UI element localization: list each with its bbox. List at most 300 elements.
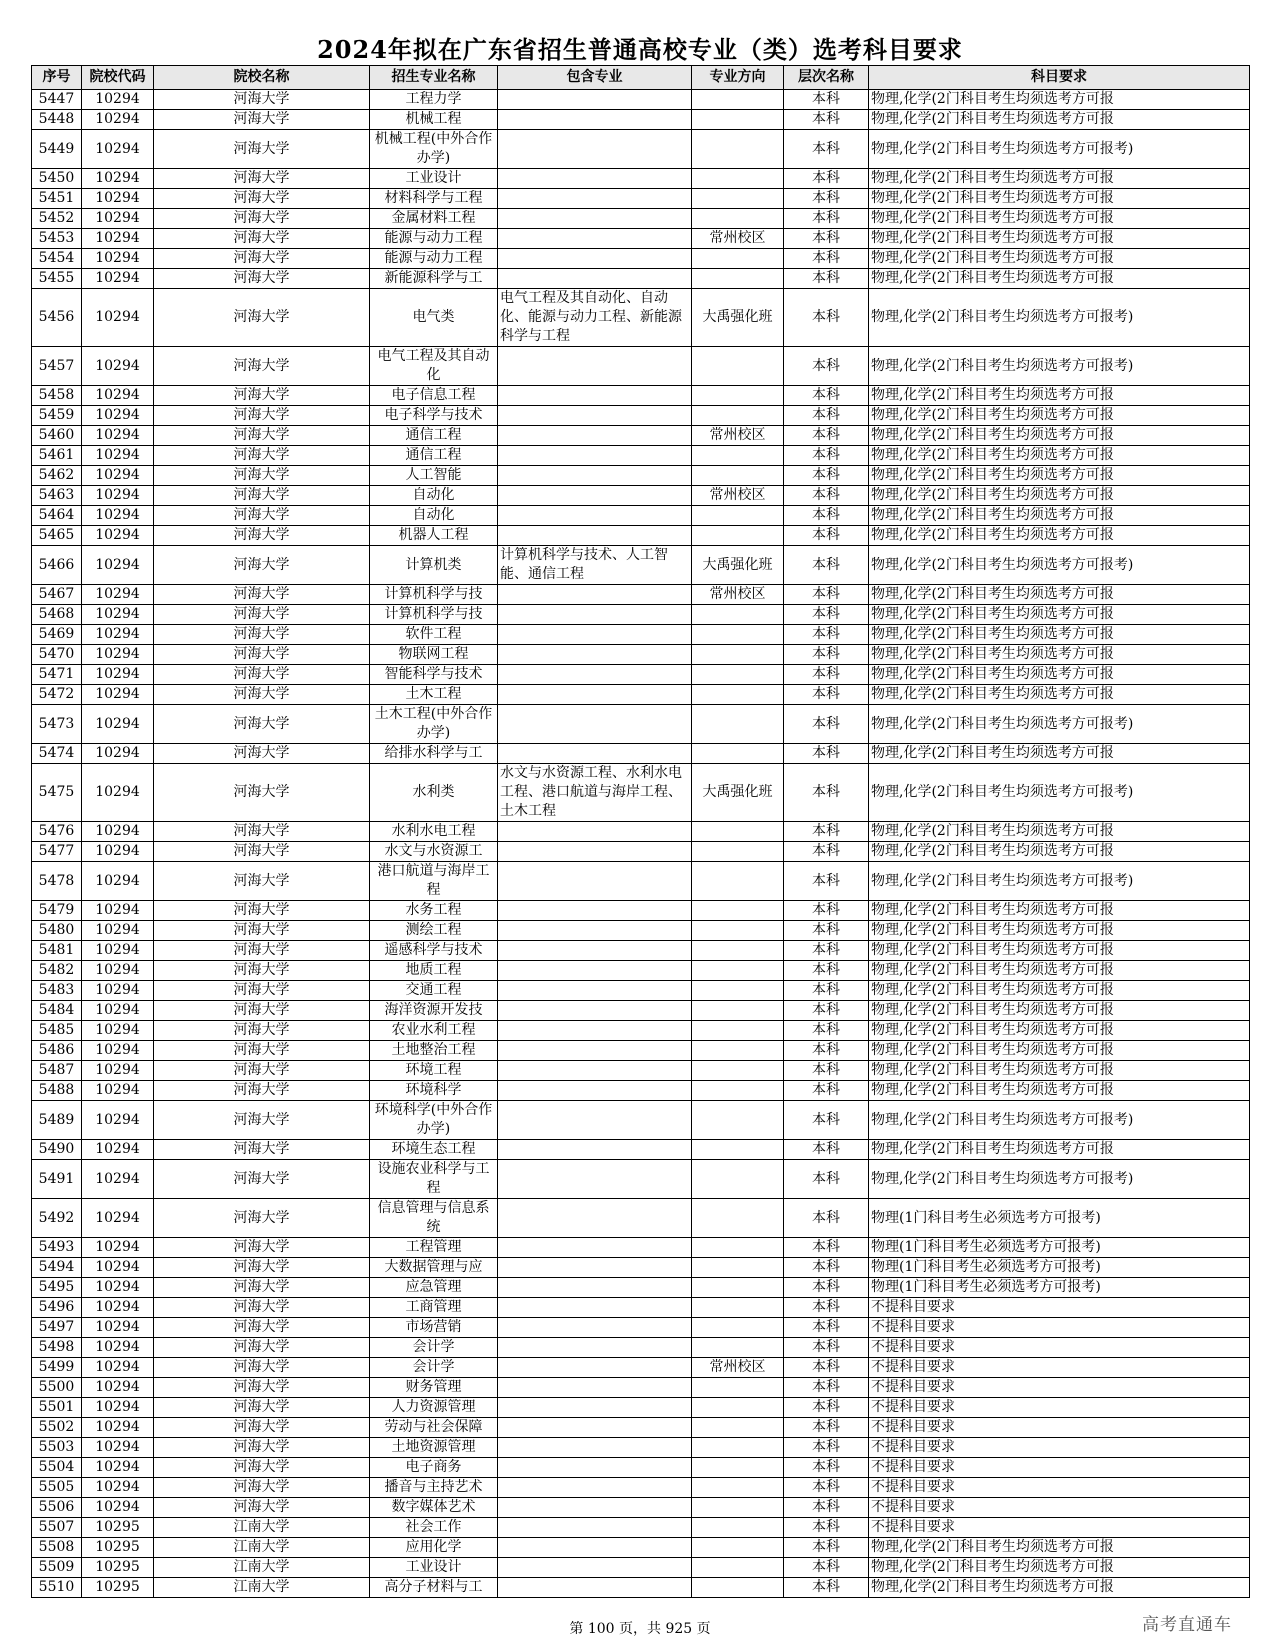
- table-row: [32, 446, 1250, 466]
- row-school-code: 10294: [82, 941, 154, 961]
- row-direction: [692, 209, 784, 229]
- row-level: 本科: [784, 862, 869, 901]
- row-level: 本科: [784, 1140, 869, 1160]
- row-index: 5487: [32, 1061, 82, 1081]
- row-direction: [692, 705, 784, 744]
- row-subject-requirement: 物理,化学(2门科目考生均须选考方可报: [869, 605, 1250, 625]
- table-row: [32, 665, 1250, 685]
- row-major-name: 机器人工程: [370, 526, 498, 546]
- row-direction: [692, 446, 784, 466]
- row-school-name: 江南大学: [154, 1538, 370, 1558]
- row-school-name: 河海大学: [154, 1140, 370, 1160]
- row-included-majors: [498, 1398, 692, 1418]
- row-index: 5481: [32, 941, 82, 961]
- row-level: 本科: [784, 685, 869, 705]
- row-index: 5458: [32, 386, 82, 406]
- row-subject-requirement: 物理,化学(2门科目考生均须选考方可报考): [869, 862, 1250, 901]
- row-direction: [692, 961, 784, 981]
- row-included-majors: [498, 130, 692, 169]
- row-major-name: 劳动与社会保障: [370, 1418, 498, 1438]
- row-major-name: 自动化: [370, 486, 498, 506]
- row-direction: 大禹强化班: [692, 546, 784, 585]
- row-school-name: 河海大学: [154, 1298, 370, 1318]
- row-school-code: 10294: [82, 921, 154, 941]
- row-school-name: 河海大学: [154, 1101, 370, 1140]
- row-school-name: 河海大学: [154, 1498, 370, 1518]
- row-level: 本科: [784, 1438, 869, 1458]
- row-index: 5484: [32, 1001, 82, 1021]
- row-major-name: 土木工程: [370, 685, 498, 705]
- row-level: 本科: [784, 1081, 869, 1101]
- row-school-code: 10294: [82, 1318, 154, 1338]
- row-level: 本科: [784, 466, 869, 486]
- row-level: 本科: [784, 842, 869, 862]
- row-level: 本科: [784, 1318, 869, 1338]
- table-row: [32, 1518, 1250, 1538]
- row-school-name: 河海大学: [154, 605, 370, 625]
- row-subject-requirement: 物理,化学(2门科目考生均须选考方可报: [869, 229, 1250, 249]
- row-included-majors: [498, 169, 692, 189]
- row-subject-requirement: 物理,化学(2门科目考生均须选考方可报考): [869, 347, 1250, 386]
- table-row: [32, 1101, 1250, 1140]
- row-subject-requirement: 物理,化学(2门科目考生均须选考方可报考): [869, 705, 1250, 744]
- row-included-majors: [498, 110, 692, 130]
- row-index: 5503: [32, 1438, 82, 1458]
- row-index: 5509: [32, 1558, 82, 1578]
- row-school-code: 10295: [82, 1518, 154, 1538]
- row-level: 本科: [784, 744, 869, 764]
- row-subject-requirement: 不提科目要求: [869, 1438, 1250, 1458]
- row-level: 本科: [784, 526, 869, 546]
- table-row: [32, 1478, 1250, 1498]
- row-major-name: 水务工程: [370, 901, 498, 921]
- row-included-majors: 水文与水资源工程、水利水电工程、港口航道与海岸工程、土木工程: [498, 764, 692, 822]
- row-school-name: 河海大学: [154, 1398, 370, 1418]
- row-school-name: 河海大学: [154, 645, 370, 665]
- row-major-name: 新能源科学与工: [370, 269, 498, 289]
- table-row: [32, 941, 1250, 961]
- row-major-name: 电气类: [370, 289, 498, 347]
- table-row: [32, 1258, 1250, 1278]
- row-direction: [692, 189, 784, 209]
- row-included-majors: [498, 585, 692, 605]
- row-school-name: 河海大学: [154, 1258, 370, 1278]
- row-index: 5461: [32, 446, 82, 466]
- row-school-name: 河海大学: [154, 862, 370, 901]
- row-subject-requirement: 不提科目要求: [869, 1298, 1250, 1318]
- row-school-code: 10294: [82, 90, 154, 110]
- row-subject-requirement: 不提科目要求: [869, 1498, 1250, 1518]
- table-row: [32, 1418, 1250, 1438]
- row-level: 本科: [784, 1160, 869, 1199]
- table-row: [32, 506, 1250, 526]
- row-school-code: 10294: [82, 705, 154, 744]
- row-subject-requirement: 物理,化学(2门科目考生均须选考方可报: [869, 1538, 1250, 1558]
- row-school-name: 河海大学: [154, 249, 370, 269]
- table-row: [32, 386, 1250, 406]
- row-school-code: 10294: [82, 386, 154, 406]
- row-major-name: 软件工程: [370, 625, 498, 645]
- row-index: 5496: [32, 1298, 82, 1318]
- row-direction: [692, 269, 784, 289]
- row-index: 5477: [32, 842, 82, 862]
- row-subject-requirement: 物理,化学(2门科目考生均须选考方可报: [869, 1558, 1250, 1578]
- row-index: 5492: [32, 1199, 82, 1238]
- row-school-name: 河海大学: [154, 665, 370, 685]
- row-school-name: 河海大学: [154, 1061, 370, 1081]
- row-index: 5464: [32, 506, 82, 526]
- row-included-majors: [498, 941, 692, 961]
- row-level: 本科: [784, 1478, 869, 1498]
- row-school-name: 河海大学: [154, 1199, 370, 1238]
- row-included-majors: [498, 1358, 692, 1378]
- row-level: 本科: [784, 981, 869, 1001]
- row-subject-requirement: 物理,化学(2门科目考生均须选考方可报: [869, 941, 1250, 961]
- row-direction: 常州校区: [692, 486, 784, 506]
- row-major-name: 土地资源管理: [370, 1438, 498, 1458]
- row-level: 本科: [784, 1458, 869, 1478]
- row-school-name: 河海大学: [154, 585, 370, 605]
- row-subject-requirement: 物理(1门科目考生必须选考方可报考): [869, 1238, 1250, 1258]
- row-index: 5457: [32, 347, 82, 386]
- row-index: 5456: [32, 289, 82, 347]
- row-school-name: 河海大学: [154, 705, 370, 744]
- row-subject-requirement: 物理,化学(2门科目考生均须选考方可报: [869, 110, 1250, 130]
- row-school-name: 河海大学: [154, 347, 370, 386]
- table-row: [32, 625, 1250, 645]
- table-row: [32, 229, 1250, 249]
- row-school-code: 10294: [82, 1258, 154, 1278]
- row-index: 5460: [32, 426, 82, 446]
- row-direction: [692, 901, 784, 921]
- row-level: 本科: [784, 1298, 869, 1318]
- row-subject-requirement: 物理,化学(2门科目考生均须选考方可报: [869, 90, 1250, 110]
- row-index: 5472: [32, 685, 82, 705]
- row-subject-requirement: 物理,化学(2门科目考生均须选考方可报: [869, 1001, 1250, 1021]
- table-row: [32, 705, 1250, 744]
- row-major-name: 应急管理: [370, 1278, 498, 1298]
- row-index: 5476: [32, 822, 82, 842]
- row-school-code: 10294: [82, 744, 154, 764]
- row-subject-requirement: 物理,化学(2门科目考生均须选考方可报: [869, 506, 1250, 526]
- row-subject-requirement: 物理,化学(2门科目考生均须选考方可报: [869, 981, 1250, 1001]
- row-school-code: 10294: [82, 269, 154, 289]
- row-major-name: 农业水利工程: [370, 1021, 498, 1041]
- row-school-name: 河海大学: [154, 546, 370, 585]
- row-level: 本科: [784, 1498, 869, 1518]
- row-direction: [692, 130, 784, 169]
- row-index: 5473: [32, 705, 82, 744]
- row-major-name: 高分子材料与工: [370, 1578, 498, 1598]
- row-level: 本科: [784, 1398, 869, 1418]
- row-included-majors: [498, 466, 692, 486]
- row-level: 本科: [784, 347, 869, 386]
- row-major-name: 海洋资源开发技: [370, 1001, 498, 1021]
- row-index: 5498: [32, 1338, 82, 1358]
- row-major-name: 环境工程: [370, 1061, 498, 1081]
- table-row: [32, 347, 1250, 386]
- table-row: [32, 1160, 1250, 1199]
- row-direction: [692, 645, 784, 665]
- row-index: 5491: [32, 1160, 82, 1199]
- row-subject-requirement: 物理,化学(2门科目考生均须选考方可报: [869, 921, 1250, 941]
- row-level: 本科: [784, 169, 869, 189]
- row-level: 本科: [784, 1558, 869, 1578]
- row-index: 5480: [32, 921, 82, 941]
- row-major-name: 人工智能: [370, 466, 498, 486]
- row-index: 5452: [32, 209, 82, 229]
- row-direction: [692, 981, 784, 1001]
- row-school-name: 河海大学: [154, 901, 370, 921]
- row-included-majors: [498, 705, 692, 744]
- table-row: [32, 1378, 1250, 1398]
- row-major-name: 土地整治工程: [370, 1041, 498, 1061]
- row-school-code: 10294: [82, 1398, 154, 1418]
- row-included-majors: [498, 744, 692, 764]
- row-major-name: 通信工程: [370, 426, 498, 446]
- row-included-majors: [498, 1140, 692, 1160]
- row-index: 5497: [32, 1318, 82, 1338]
- row-direction: 常州校区: [692, 1358, 784, 1378]
- row-school-code: 10294: [82, 347, 154, 386]
- table-row: [32, 1338, 1250, 1358]
- row-included-majors: [498, 645, 692, 665]
- row-school-name: 河海大学: [154, 526, 370, 546]
- row-included-majors: [498, 685, 692, 705]
- row-included-majors: [498, 1001, 692, 1021]
- row-subject-requirement: 物理,化学(2门科目考生均须选考方可报: [869, 665, 1250, 685]
- row-level: 本科: [784, 90, 869, 110]
- table-row: [32, 685, 1250, 705]
- row-school-code: 10294: [82, 526, 154, 546]
- row-subject-requirement: 物理,化学(2门科目考生均须选考方可报: [869, 822, 1250, 842]
- row-direction: [692, 625, 784, 645]
- row-included-majors: [498, 1478, 692, 1498]
- row-school-name: 河海大学: [154, 1021, 370, 1041]
- row-major-name: 自动化: [370, 506, 498, 526]
- row-included-majors: [498, 1298, 692, 1318]
- header-row: [32, 66, 1250, 90]
- row-index: 5451: [32, 189, 82, 209]
- row-level: 本科: [784, 1238, 869, 1258]
- row-school-code: 10294: [82, 1298, 154, 1318]
- row-school-name: 河海大学: [154, 1438, 370, 1458]
- row-school-name: 河海大学: [154, 1238, 370, 1258]
- row-index: 5453: [32, 229, 82, 249]
- row-major-name: 计算机类: [370, 546, 498, 585]
- row-major-name: 环境科学: [370, 1081, 498, 1101]
- row-subject-requirement: 物理,化学(2门科目考生均须选考方可报: [869, 386, 1250, 406]
- row-index: 5448: [32, 110, 82, 130]
- row-direction: [692, 1140, 784, 1160]
- row-level: 本科: [784, 1101, 869, 1140]
- row-school-name: 河海大学: [154, 1041, 370, 1061]
- row-subject-requirement: 物理,化学(2门科目考生均须选考方可报考): [869, 1160, 1250, 1199]
- row-school-name: 江南大学: [154, 1558, 370, 1578]
- row-index: 5483: [32, 981, 82, 1001]
- row-school-code: 10294: [82, 189, 154, 209]
- row-included-majors: [498, 1558, 692, 1578]
- row-direction: [692, 1458, 784, 1478]
- row-major-name: 工程力学: [370, 90, 498, 110]
- row-school-code: 10294: [82, 406, 154, 426]
- row-index: 5506: [32, 1498, 82, 1518]
- row-subject-requirement: 物理,化学(2门科目考生均须选考方可报考): [869, 130, 1250, 169]
- row-subject-requirement: 物理,化学(2门科目考生均须选考方可报: [869, 1140, 1250, 1160]
- table-row: [32, 130, 1250, 169]
- row-included-majors: [498, 901, 692, 921]
- row-school-code: 10294: [82, 1081, 154, 1101]
- row-school-name: 河海大学: [154, 1358, 370, 1378]
- row-subject-requirement: 物理,化学(2门科目考生均须选考方可报: [869, 466, 1250, 486]
- row-direction: [692, 406, 784, 426]
- row-school-name: 河海大学: [154, 466, 370, 486]
- row-level: 本科: [784, 426, 869, 446]
- row-level: 本科: [784, 1538, 869, 1558]
- table-row: [32, 486, 1250, 506]
- header-major-name: 招生专业名称: [370, 66, 498, 90]
- row-school-code: 10294: [82, 1498, 154, 1518]
- row-subject-requirement: 不提科目要求: [869, 1338, 1250, 1358]
- row-subject-requirement: 物理,化学(2门科目考生均须选考方可报: [869, 585, 1250, 605]
- row-subject-requirement: 物理,化学(2门科目考生均须选考方可报: [869, 1061, 1250, 1081]
- row-index: 5494: [32, 1258, 82, 1278]
- table-row: [32, 1578, 1250, 1598]
- row-index: 5488: [32, 1081, 82, 1101]
- row-school-name: 河海大学: [154, 1278, 370, 1298]
- row-school-code: 10294: [82, 466, 154, 486]
- row-included-majors: [498, 526, 692, 546]
- header-subject-requirement: 科目要求: [869, 66, 1250, 90]
- row-school-name: 河海大学: [154, 130, 370, 169]
- row-direction: [692, 110, 784, 130]
- row-school-code: 10295: [82, 1578, 154, 1598]
- row-index: 5501: [32, 1398, 82, 1418]
- row-school-name: 河海大学: [154, 486, 370, 506]
- row-index: 5470: [32, 645, 82, 665]
- row-direction: [692, 1041, 784, 1061]
- row-major-name: 计算机科学与技: [370, 605, 498, 625]
- row-direction: [692, 842, 784, 862]
- row-level: 本科: [784, 1518, 869, 1538]
- row-direction: [692, 1298, 784, 1318]
- row-school-name: 河海大学: [154, 289, 370, 347]
- row-subject-requirement: 物理(1门科目考生必须选考方可报考): [869, 1278, 1250, 1298]
- row-school-code: 10294: [82, 1418, 154, 1438]
- row-school-name: 河海大学: [154, 229, 370, 249]
- row-school-code: 10294: [82, 1458, 154, 1478]
- row-direction: [692, 1278, 784, 1298]
- row-included-majors: [498, 209, 692, 229]
- row-subject-requirement: 物理,化学(2门科目考生均须选考方可报考): [869, 546, 1250, 585]
- row-school-code: 10294: [82, 1140, 154, 1160]
- row-direction: [692, 1478, 784, 1498]
- row-school-name: 河海大学: [154, 764, 370, 822]
- table-row: [32, 822, 1250, 842]
- row-level: 本科: [784, 110, 869, 130]
- row-school-code: 10294: [82, 546, 154, 585]
- row-school-name: 河海大学: [154, 1001, 370, 1021]
- page-title: 2024年拟在广东省招生普通高校专业（类）选考科目要求: [317, 35, 963, 64]
- row-school-name: 河海大学: [154, 1160, 370, 1199]
- table-row: [32, 1558, 1250, 1578]
- header-school-name: 院校名称: [154, 66, 370, 90]
- row-subject-requirement: 物理,化学(2门科目考生均须选考方可报: [869, 446, 1250, 466]
- row-included-majors: [498, 1238, 692, 1258]
- page-footer: 第 100 页，共 925 页: [569, 1621, 711, 1637]
- row-school-name: 河海大学: [154, 625, 370, 645]
- table-row: [32, 466, 1250, 486]
- row-major-name: 工程管理: [370, 1238, 498, 1258]
- row-index: 5462: [32, 466, 82, 486]
- table-row: [32, 1041, 1250, 1061]
- row-major-name: 财务管理: [370, 1378, 498, 1398]
- row-level: 本科: [784, 130, 869, 169]
- row-level: 本科: [784, 1199, 869, 1238]
- table-row: [32, 1398, 1250, 1418]
- row-direction: [692, 526, 784, 546]
- row-subject-requirement: 物理,化学(2门科目考生均须选考方可报: [869, 209, 1250, 229]
- row-included-majors: [498, 862, 692, 901]
- row-level: 本科: [784, 1418, 869, 1438]
- row-subject-requirement: 物理,化学(2门科目考生均须选考方可报: [869, 1041, 1250, 1061]
- table-row: [32, 1061, 1250, 1081]
- row-major-name: 港口航道与海岸工程: [370, 862, 498, 901]
- row-included-majors: [498, 1041, 692, 1061]
- table-body: [32, 90, 1250, 1598]
- row-major-name: 人力资源管理: [370, 1398, 498, 1418]
- table-row: [32, 546, 1250, 585]
- row-level: 本科: [784, 486, 869, 506]
- table-row: [32, 1001, 1250, 1021]
- row-level: 本科: [784, 585, 869, 605]
- row-school-name: 河海大学: [154, 169, 370, 189]
- row-major-name: 工业设计: [370, 1558, 498, 1578]
- row-index: 5485: [32, 1021, 82, 1041]
- row-school-code: 10294: [82, 645, 154, 665]
- row-major-name: 信息管理与信息系统: [370, 1199, 498, 1238]
- row-included-majors: [498, 506, 692, 526]
- table-row: [32, 90, 1250, 110]
- row-school-code: 10294: [82, 110, 154, 130]
- row-school-code: 10294: [82, 486, 154, 506]
- row-subject-requirement: 物理,化学(2门科目考生均须选考方可报: [869, 189, 1250, 209]
- row-school-code: 10294: [82, 1101, 154, 1140]
- row-school-code: 10294: [82, 605, 154, 625]
- table-row: [32, 921, 1250, 941]
- row-school-code: 10294: [82, 289, 154, 347]
- row-major-name: 材料科学与工程: [370, 189, 498, 209]
- row-index: 5495: [32, 1278, 82, 1298]
- row-school-name: 河海大学: [154, 386, 370, 406]
- row-level: 本科: [784, 506, 869, 526]
- row-index: 5455: [32, 269, 82, 289]
- table-row: [32, 1458, 1250, 1478]
- row-school-name: 河海大学: [154, 110, 370, 130]
- table-row: [32, 1538, 1250, 1558]
- table-row: [32, 1081, 1250, 1101]
- row-subject-requirement: 物理,化学(2门科目考生均须选考方可报: [869, 685, 1250, 705]
- row-subject-requirement: 物理(1门科目考生必须选考方可报考): [869, 1199, 1250, 1238]
- row-subject-requirement: 物理,化学(2门科目考生均须选考方可报: [869, 744, 1250, 764]
- row-index: 5482: [32, 961, 82, 981]
- row-school-name: 河海大学: [154, 1318, 370, 1338]
- row-subject-requirement: 物理,化学(2门科目考生均须选考方可报: [869, 249, 1250, 269]
- row-subject-requirement: 物理,化学(2门科目考生均须选考方可报: [869, 1578, 1250, 1598]
- row-direction: 常州校区: [692, 585, 784, 605]
- row-direction: [692, 1238, 784, 1258]
- row-level: 本科: [784, 665, 869, 685]
